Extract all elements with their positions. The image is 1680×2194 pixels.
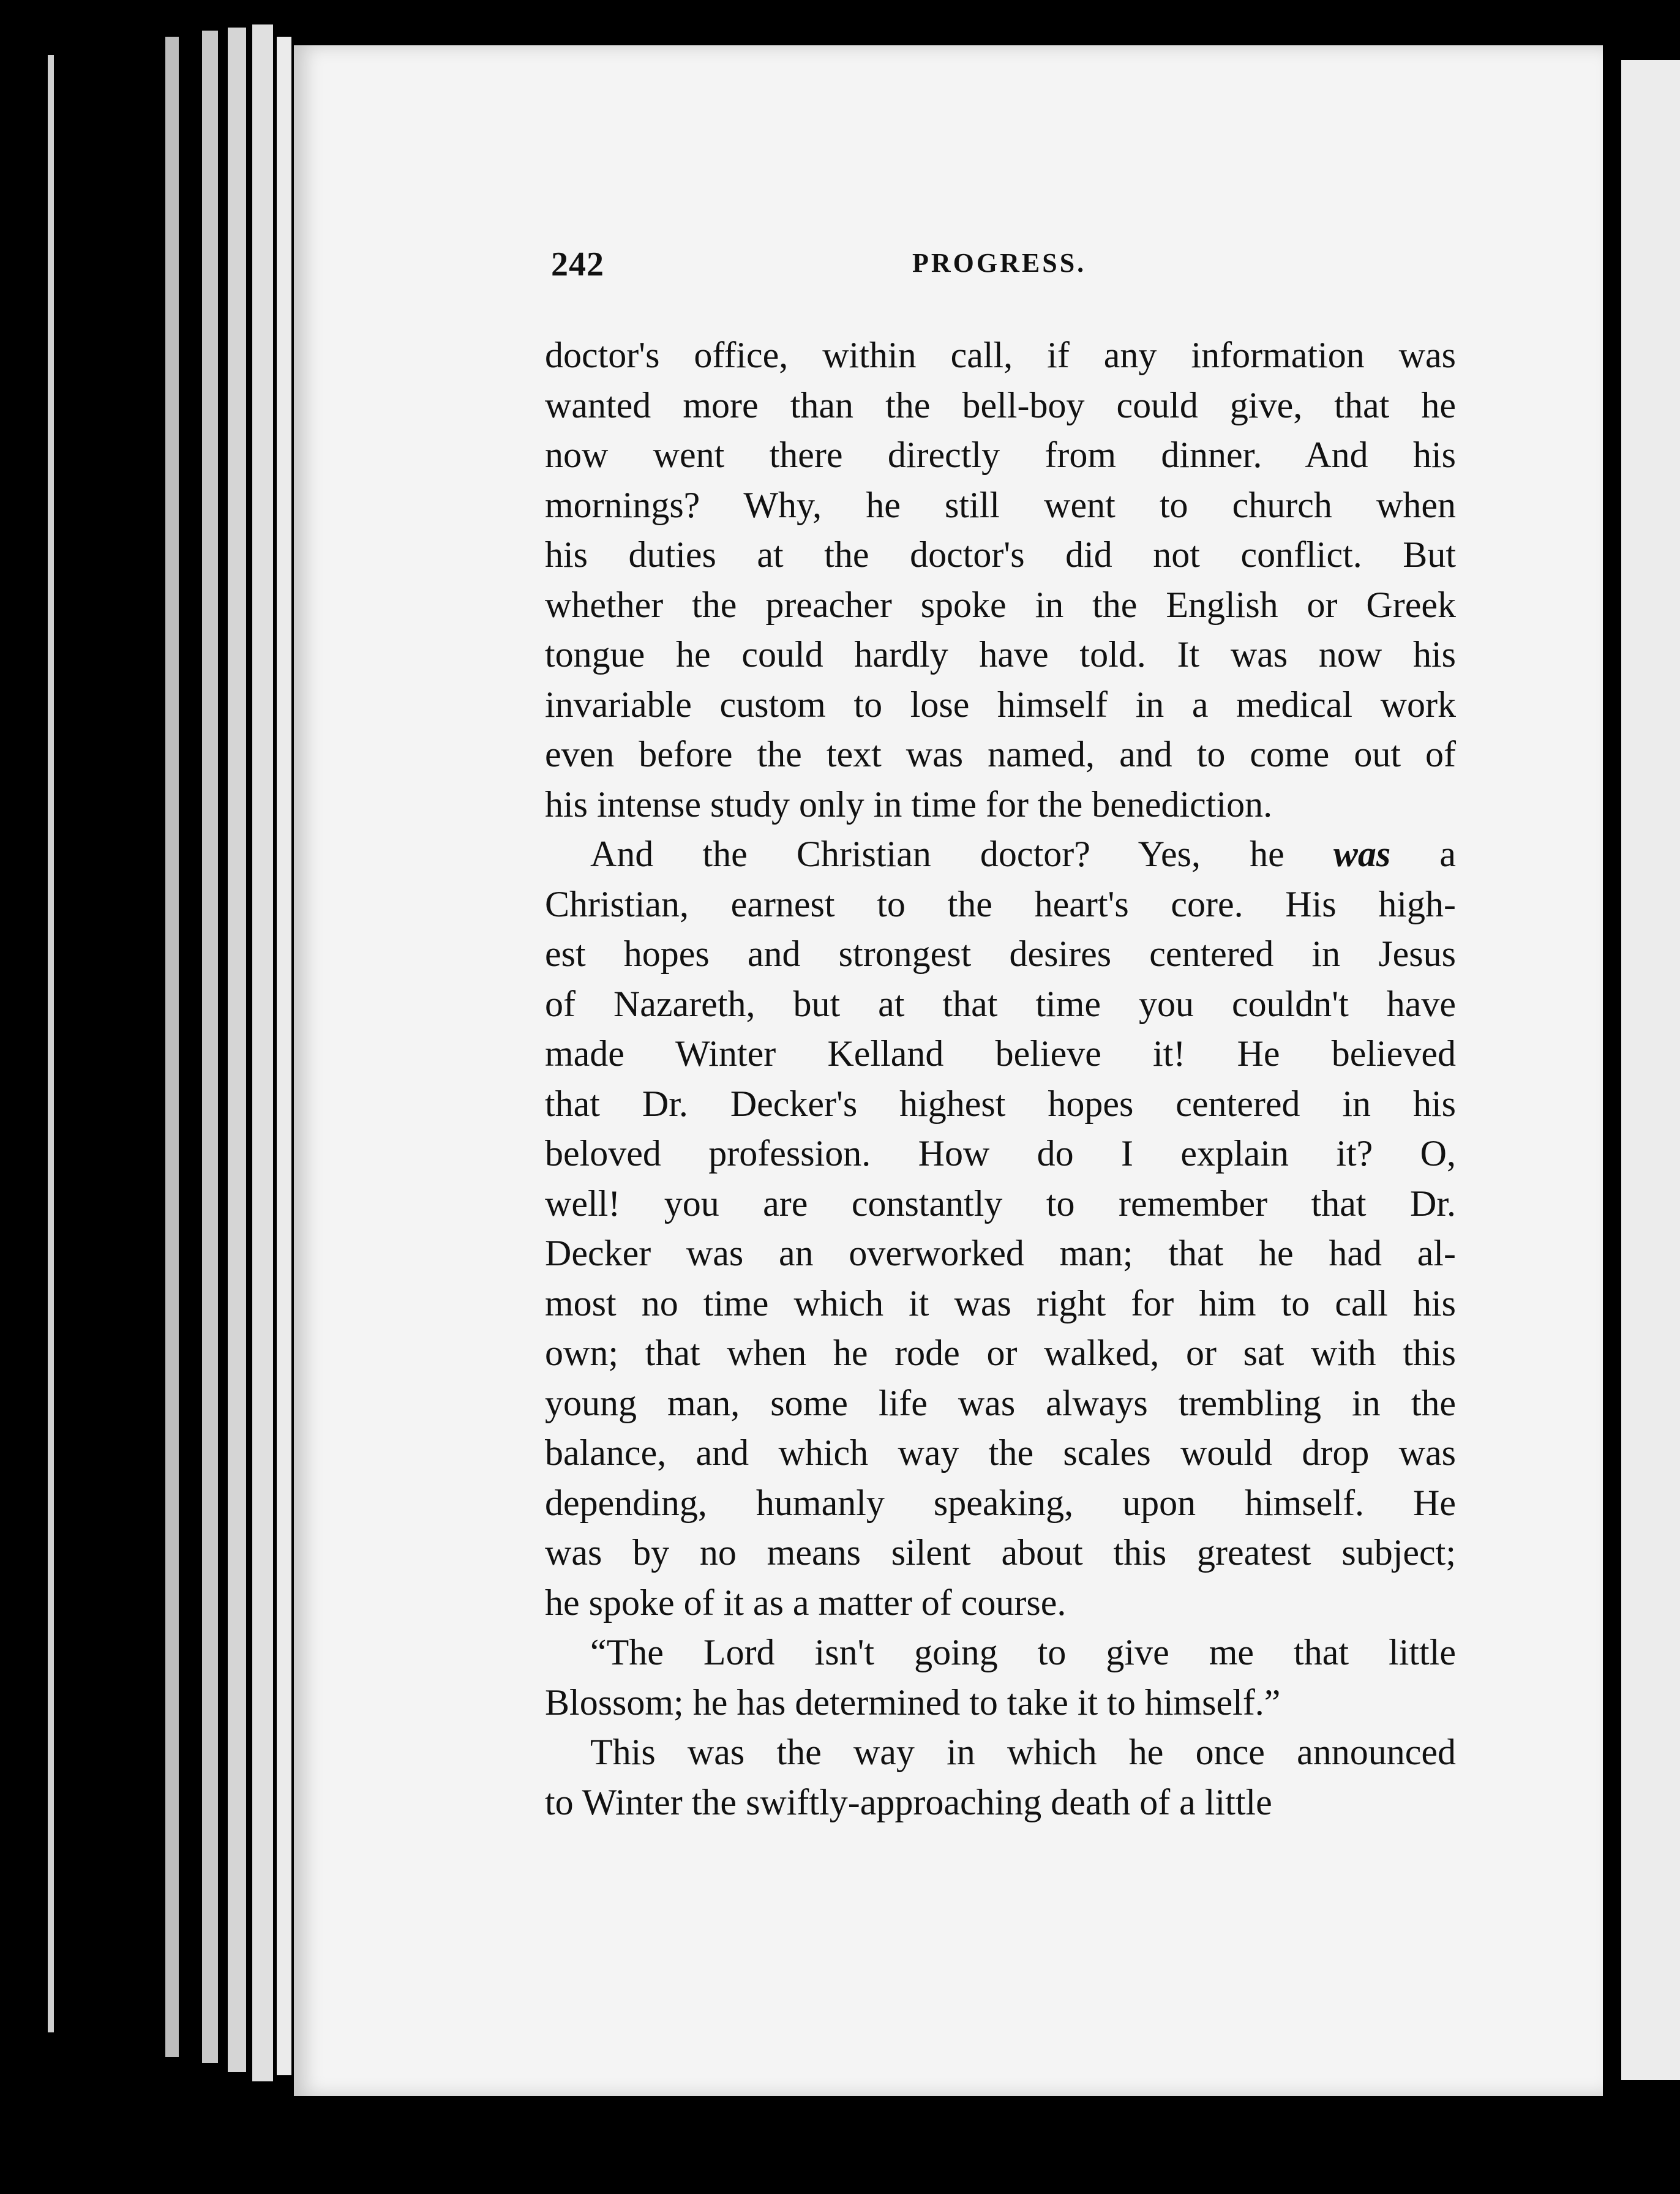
page-edge [202,31,218,2063]
text-line: Decker was an overworked man; that he had al- [545,1233,1456,1273]
text-line: beloved profession. How do I explain it? O, [545,1133,1456,1174]
paragraph [545,331,1456,829]
text-line: And the Christian doctor? Yes, he was a [590,834,1456,874]
paragraph [545,829,1456,1628]
page-number: 242 [551,245,604,283]
text-line: “The Lord isn't going to give me that little [590,1632,1456,1672]
text-line: own; that when he rode or walked, or sat with this [545,1333,1456,1373]
text-line: his duties at the doctor's did not conflict. But [545,534,1456,575]
text-line: his intense study only in time for the benediction. [545,784,1273,825]
text-line: to Winter the swiftly-approaching death of a little [545,1781,1272,1822]
paragraph [545,1628,1456,1728]
text-line: most no time which it was right for him to call his [545,1282,1456,1324]
text-line: doctor's office, within call, if any information was [545,335,1456,375]
page-edge [48,55,54,2032]
text-line: he spoke of it as a matter of course. [545,1582,1067,1623]
running-head: PROGRESS. [912,248,1087,278]
page-edge [228,28,246,2072]
page-edge [277,37,291,2075]
text-line: balance, and which way the scales would drop was [545,1432,1456,1473]
page-header [551,245,1090,294]
text-line: made Winter Kelland believe it! He believed [545,1033,1456,1074]
page-edge [252,24,273,2081]
text-line: est hopes and strongest desires centered in Jesus [545,934,1456,974]
text-line: of Nazareth, but at that time you couldn't have [545,983,1456,1024]
page-edge [165,37,179,2057]
text-line: This was the way in which he once announced [590,1732,1456,1772]
emphasized-word: was [1333,834,1391,874]
text-line: young man, some life was always trembling in the [545,1382,1456,1423]
text-line: depending, humanly speaking, upon himself. He [545,1482,1456,1523]
text-line: even before the text was named, and to come out of [545,734,1456,774]
text-line: Blossom; he has determined to take it to himself.” [545,1682,1281,1723]
text-line: that Dr. Decker's highest hopes centered in his [545,1083,1456,1124]
text-line: well! you are constantly to remember that Dr. [545,1183,1456,1224]
text-line: invariable custom to lose himself in a medical work [545,684,1456,725]
text-line: was by no means silent about this greatest subject; [545,1532,1456,1573]
body-text [545,331,1456,1827]
text-line: tongue he could hardly have told. It was now his [545,634,1456,675]
facing-page-edge [1621,60,1680,2080]
text-line: now went there directly from dinner. And his [545,435,1456,475]
text-line: mornings? Why, he still went to church when [545,484,1456,525]
paragraph [545,1728,1456,1827]
text-line: whether the preacher spoke in the English or Greek [545,584,1456,625]
text-line: wanted more than the bell-boy could give, that he [545,384,1456,425]
gutter [1603,45,1621,2096]
text-line: Christian, earnest to the heart's core. His high- [545,883,1456,924]
